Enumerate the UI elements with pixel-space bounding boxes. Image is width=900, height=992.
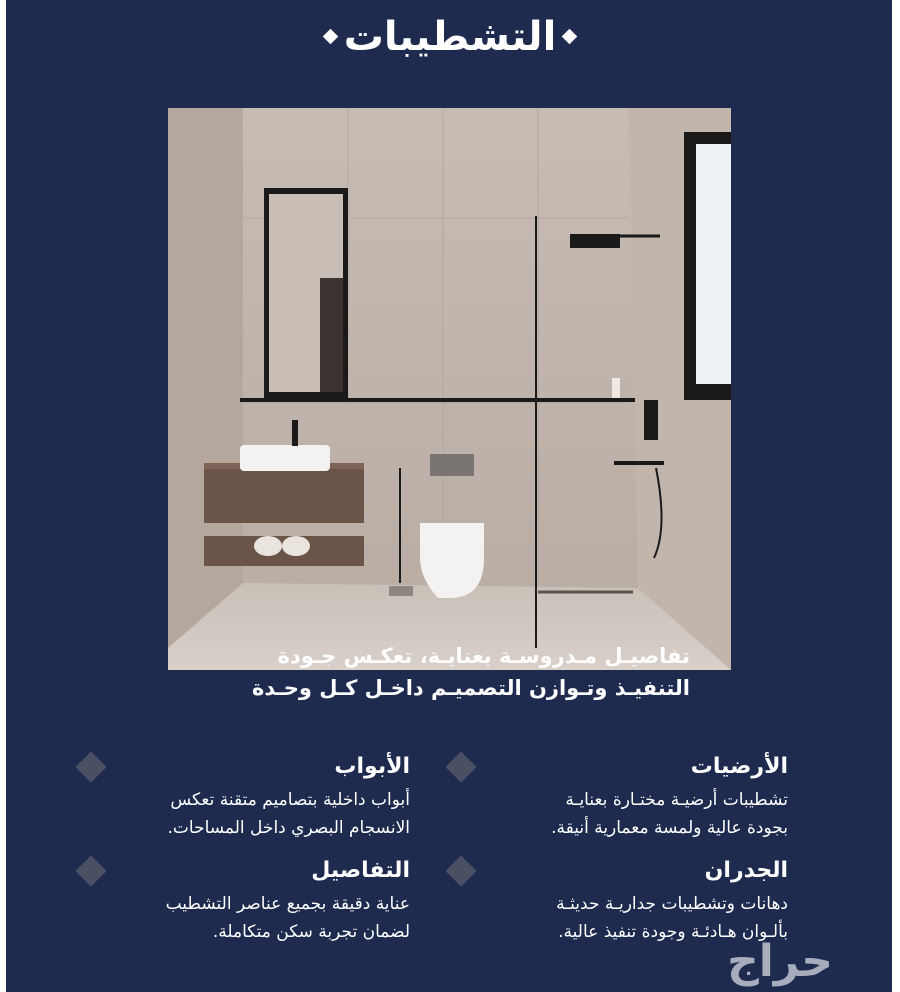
- feature-text-line: لضمان تجربة سكن متكاملة.: [212, 922, 410, 942]
- feature-text: [100, 890, 410, 946]
- feature-text: [100, 786, 410, 842]
- feature-text-line: عناية دقيقة بجميع عناصر التشطيب: [165, 894, 410, 914]
- feature-text-line: الانسجام البصري داخل المساحات.: [167, 818, 410, 838]
- caption-line: تفاصيـل مـدروسـة بعنايـة، تعكـس جـودة: [277, 644, 690, 668]
- feature-text-line: بألـوان هـادئـة وجودة تنفيذ عالية.: [558, 922, 788, 942]
- feature-title: الأبواب: [334, 754, 410, 779]
- feature-floors: [470, 752, 788, 842]
- caption-line: التنفيـذ وتـوازن التصميـم داخـل كـل وحـدة: [252, 676, 690, 700]
- feature-title: التفاصيل: [311, 858, 410, 883]
- feature-title: الأرضيات: [690, 754, 788, 779]
- feature-details: [100, 856, 410, 946]
- feature-text-line: بجودة عالية ولمسة معمارية أنيقة.: [551, 818, 788, 838]
- caption: [180, 640, 690, 704]
- feature-text-line: أبواب داخلية بتصاميم متقنة تعكس: [170, 790, 410, 810]
- bathroom-illustration: [168, 108, 731, 670]
- bathroom-photo: [168, 108, 731, 670]
- feature-text-line: تشطيبات أرضيـة مختـارة بعنايـة: [565, 790, 788, 810]
- page-title-text: التشطيبات: [343, 14, 557, 60]
- watermark-logo: حراج: [727, 936, 833, 987]
- feature-doors: [100, 752, 410, 842]
- feature-text-line: دهانات وتشطيبات جداريـة حديثـة: [556, 894, 788, 914]
- feature-title: الجدران: [704, 858, 788, 883]
- page-title: [0, 14, 900, 60]
- feature-walls: [470, 856, 788, 946]
- feature-text: [470, 786, 788, 842]
- diamond-icon: [322, 28, 338, 44]
- diamond-icon: [562, 28, 578, 44]
